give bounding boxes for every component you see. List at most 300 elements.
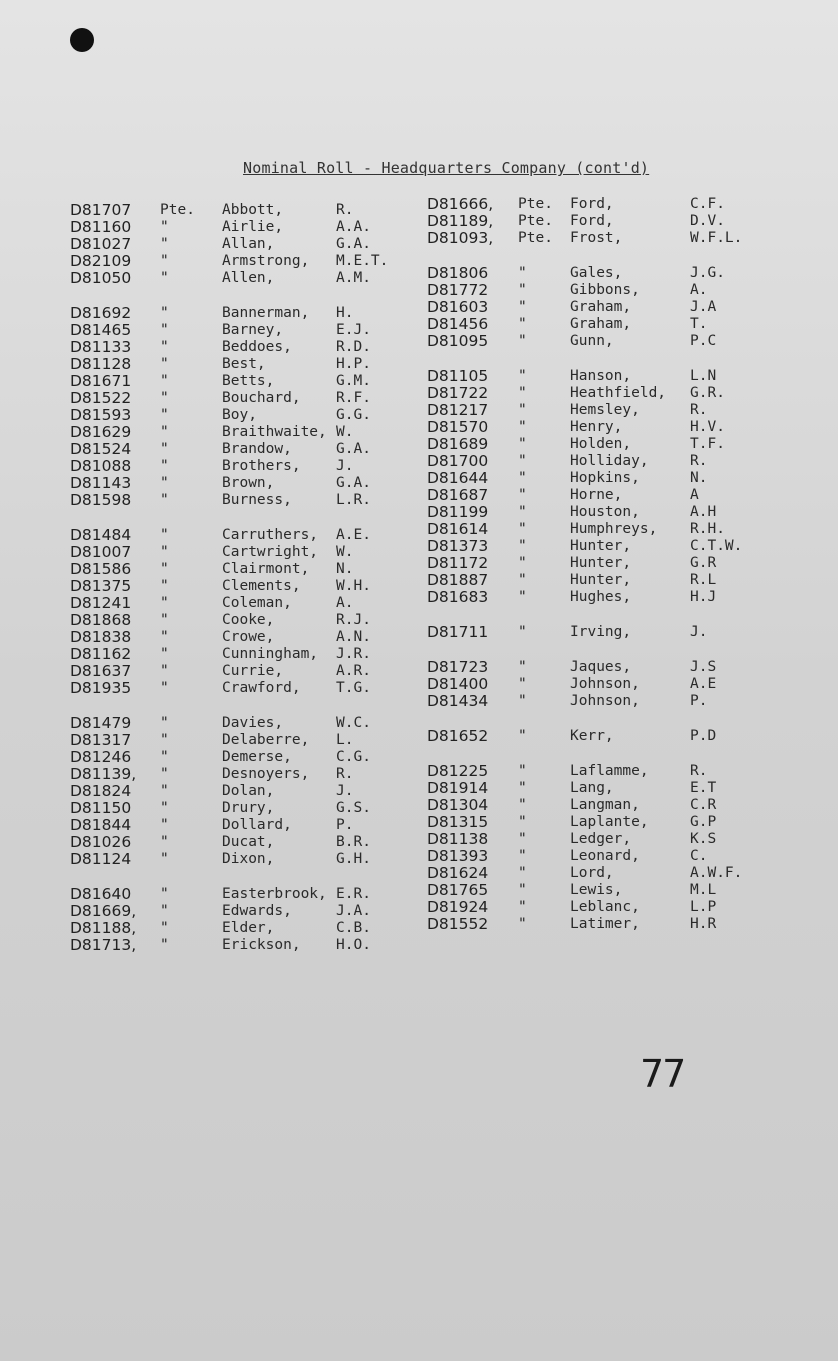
initials: R. [690, 402, 708, 418]
rank: " [518, 624, 527, 640]
rank: " [518, 899, 527, 915]
service-number: D81603 [427, 298, 489, 316]
service-number: D81624 [427, 864, 489, 882]
service-number: D81139, [70, 765, 137, 783]
service-number: D81188, [70, 919, 137, 937]
service-number: D81586 [70, 560, 132, 578]
initials: A.A. [336, 219, 371, 235]
rank: " [518, 504, 527, 520]
service-number: D81246 [70, 748, 132, 766]
surname: Holliday, [570, 453, 649, 469]
rank: " [518, 385, 527, 401]
rank: " [518, 470, 527, 486]
surname: Johnson, [570, 676, 640, 692]
initials: R.J. [336, 612, 371, 628]
surname: Cartwright, [222, 544, 319, 560]
surname: Leonard, [570, 848, 640, 864]
rank: " [160, 886, 169, 902]
initials: A.E. [336, 527, 371, 543]
surname: Frost, [570, 230, 623, 246]
service-number: D81138 [427, 830, 489, 848]
surname: Cooke, [222, 612, 275, 628]
service-number: D81713, [70, 936, 137, 954]
page-title: Nominal Roll - Headquarters Company (cont'd) [243, 159, 650, 177]
rank: " [518, 402, 527, 418]
rank: " [160, 458, 169, 474]
surname: Hunter, [570, 555, 632, 571]
rank: " [518, 831, 527, 847]
service-number: D81373 [427, 537, 489, 555]
service-number: D81711 [427, 623, 489, 641]
rank: " [518, 419, 527, 435]
rank: " [518, 282, 527, 298]
rank: " [160, 356, 169, 372]
rank: " [160, 680, 169, 696]
service-number: D81315 [427, 813, 489, 831]
initials: P. [690, 693, 708, 709]
initials: H.J [690, 589, 717, 605]
service-number: D81637 [70, 662, 132, 680]
surname: Ford, [570, 213, 614, 229]
service-number: D81598 [70, 491, 132, 509]
service-number: D81806 [427, 264, 489, 282]
rank: " [160, 851, 169, 867]
surname: Gibbons, [570, 282, 640, 298]
initials: H.P. [336, 356, 371, 372]
service-number: D81241 [70, 594, 132, 612]
initials: G.R. [690, 385, 725, 401]
service-number: D81689 [427, 435, 489, 453]
rank: " [160, 253, 169, 269]
initials: G.M. [336, 373, 371, 389]
rank: " [160, 424, 169, 440]
rank: " [160, 578, 169, 594]
rank: " [160, 544, 169, 560]
service-number: D81629 [70, 423, 132, 441]
surname: Abbott, [222, 202, 284, 218]
service-number: D81683 [427, 588, 489, 606]
surname: Edwards, [222, 903, 292, 919]
punch-hole [70, 28, 94, 52]
initials: W.C. [336, 715, 371, 731]
surname: Elder, [222, 920, 275, 936]
service-number: D81162 [70, 645, 132, 663]
initials: A [690, 487, 699, 503]
surname: Brandow, [222, 441, 292, 457]
initials: L.P [690, 899, 717, 915]
surname: Bouchard, [222, 390, 301, 406]
initials: J.G. [690, 265, 725, 281]
initials: A. [690, 282, 708, 298]
initials: G.H. [336, 851, 371, 867]
service-number: D81707 [70, 201, 132, 219]
surname: Lord, [570, 865, 614, 881]
surname: Best, [222, 356, 266, 372]
rank: " [518, 368, 527, 384]
rank: " [518, 728, 527, 744]
surname: Clairmont, [222, 561, 310, 577]
rank: " [160, 219, 169, 235]
surname: Holden, [570, 436, 632, 452]
initials: J. [690, 624, 708, 640]
service-number: D81700 [427, 452, 489, 470]
surname: Ledger, [570, 831, 632, 847]
surname: Kerr, [570, 728, 614, 744]
service-number: D81687 [427, 486, 489, 504]
surname: Graham, [570, 316, 632, 332]
surname: Allan, [222, 236, 275, 252]
rank: " [518, 780, 527, 796]
initials: A.N. [336, 629, 371, 645]
surname: Crawford, [222, 680, 301, 696]
service-number: D81124 [70, 850, 132, 868]
initials: R. [336, 202, 354, 218]
service-number: D81914 [427, 779, 489, 797]
initials: A.E [690, 676, 717, 692]
initials: P.D [690, 728, 717, 744]
rank: " [160, 783, 169, 799]
rank: " [160, 441, 169, 457]
surname: Delaberre, [222, 732, 310, 748]
rank: " [518, 676, 527, 692]
service-number: D81105 [427, 367, 489, 385]
initials: W.H. [336, 578, 371, 594]
rank: " [518, 316, 527, 332]
rank: " [160, 920, 169, 936]
initials: E.R. [336, 886, 371, 902]
surname: Davies, [222, 715, 284, 731]
initials: C.F. [690, 196, 725, 212]
rank: " [518, 555, 527, 571]
surname: Lang, [570, 780, 614, 796]
rank: Pte. [160, 202, 195, 218]
rank: " [518, 882, 527, 898]
rank: " [160, 663, 169, 679]
service-number: D81095 [427, 332, 489, 350]
service-number: D81007 [70, 543, 132, 561]
surname: Boy, [222, 407, 257, 423]
surname: Hopkins, [570, 470, 640, 486]
initials: B.R. [336, 834, 371, 850]
initials: G.A. [336, 441, 371, 457]
service-number: D81772 [427, 281, 489, 299]
service-number: D81723 [427, 658, 489, 676]
service-number: D81133 [70, 338, 132, 356]
initials: G.G. [336, 407, 371, 423]
initials: E.J. [336, 322, 371, 338]
surname: Johnson, [570, 693, 640, 709]
surname: Betts, [222, 373, 275, 389]
service-number: D81456 [427, 315, 489, 333]
surname: Airlie, [222, 219, 284, 235]
service-number: D81150 [70, 799, 132, 817]
surname: Armstrong, [222, 253, 310, 269]
service-number: D81434 [427, 692, 489, 710]
rank: Pte. [518, 196, 553, 212]
service-number: D81225 [427, 762, 489, 780]
service-number: D81935 [70, 679, 132, 697]
service-number: D81652 [427, 727, 489, 745]
rank: " [518, 865, 527, 881]
service-number: D81669, [70, 902, 137, 920]
service-number: D81199 [427, 503, 489, 521]
initials: L. [336, 732, 354, 748]
service-number: D81026 [70, 833, 132, 851]
rank: " [160, 629, 169, 645]
initials: E.T [690, 780, 717, 796]
rank: " [160, 270, 169, 286]
service-number: D81465 [70, 321, 132, 339]
surname: Hughes, [570, 589, 632, 605]
initials: R. [690, 453, 708, 469]
rank: " [160, 475, 169, 491]
initials: R.F. [336, 390, 371, 406]
surname: Dolan, [222, 783, 275, 799]
rank: " [160, 800, 169, 816]
surname: Currie, [222, 663, 284, 679]
rank: " [518, 487, 527, 503]
initials: P.C [690, 333, 717, 349]
service-number: D81844 [70, 816, 132, 834]
rank: Pte. [518, 213, 553, 229]
rank: " [518, 797, 527, 813]
service-number: D81027 [70, 235, 132, 253]
service-number: D81393 [427, 847, 489, 865]
service-number: D81304 [427, 796, 489, 814]
initials: R.H. [690, 521, 725, 537]
rank: " [160, 561, 169, 577]
service-number: D81143 [70, 474, 132, 492]
initials: J. [336, 458, 354, 474]
surname: Graham, [570, 299, 632, 315]
initials: C.R [690, 797, 717, 813]
initials: H.O. [336, 937, 371, 953]
surname: Bannerman, [222, 305, 310, 321]
initials: L.R. [336, 492, 371, 508]
initials: N. [690, 470, 708, 486]
rank: " [160, 817, 169, 833]
rank: " [160, 390, 169, 406]
surname: Leblanc, [570, 899, 640, 915]
rank: " [160, 612, 169, 628]
page-number: 77 [640, 1052, 685, 1096]
rank: " [518, 453, 527, 469]
service-number: D81644 [427, 469, 489, 487]
rank: " [518, 848, 527, 864]
rank: " [518, 814, 527, 830]
service-number: D81375 [70, 577, 132, 595]
initials: A.W.F. [690, 865, 743, 881]
surname: Cunningham, [222, 646, 319, 662]
rank: " [160, 937, 169, 953]
rank: " [518, 763, 527, 779]
surname: Dollard, [222, 817, 292, 833]
surname: Desnoyers, [222, 766, 310, 782]
rank: " [518, 693, 527, 709]
surname: Lewis, [570, 882, 623, 898]
initials: H. [336, 305, 354, 321]
service-number: D81050 [70, 269, 132, 287]
surname: Heathfield, [570, 385, 667, 401]
rank: " [160, 732, 169, 748]
initials: J.A. [336, 903, 371, 919]
initials: T.G. [336, 680, 371, 696]
service-number: D81824 [70, 782, 132, 800]
surname: Brothers, [222, 458, 301, 474]
service-number: D81128 [70, 355, 132, 373]
rank: " [518, 265, 527, 281]
service-number: D81093, [427, 229, 494, 247]
surname: Hanson, [570, 368, 632, 384]
service-number: D82109 [70, 252, 132, 270]
service-number: D81666, [427, 195, 494, 213]
rank: " [160, 407, 169, 423]
initials: R.D. [336, 339, 371, 355]
surname: Clements, [222, 578, 301, 594]
initials: J.S [690, 659, 717, 675]
service-number: D81570 [427, 418, 489, 436]
surname: Easterbrook, [222, 886, 327, 902]
rank: " [160, 749, 169, 765]
initials: G.R [690, 555, 717, 571]
initials: M.L [690, 882, 717, 898]
rank: " [518, 436, 527, 452]
rank: " [160, 766, 169, 782]
service-number: D81692 [70, 304, 132, 322]
surname: Irving, [570, 624, 632, 640]
service-number: D81400 [427, 675, 489, 693]
surname: Burness, [222, 492, 292, 508]
service-number: D81160 [70, 218, 132, 236]
surname: Ford, [570, 196, 614, 212]
rank: Pte. [518, 230, 553, 246]
surname: Erickson, [222, 937, 301, 953]
service-number: D81522 [70, 389, 132, 407]
service-number: D81924 [427, 898, 489, 916]
rank: " [160, 834, 169, 850]
initials: A. [336, 595, 354, 611]
surname: Coleman, [222, 595, 292, 611]
initials: J.R. [336, 646, 371, 662]
service-number: D81172 [427, 554, 489, 572]
rank: " [160, 373, 169, 389]
surname: Carruthers, [222, 527, 319, 543]
surname: Houston, [570, 504, 640, 520]
service-number: D81217 [427, 401, 489, 419]
surname: Humphreys, [570, 521, 658, 537]
initials: C.G. [336, 749, 371, 765]
service-number: D81479 [70, 714, 132, 732]
rank: " [160, 305, 169, 321]
service-number: D81088 [70, 457, 132, 475]
surname: Jaques, [570, 659, 632, 675]
initials: L.N [690, 368, 717, 384]
initials: R.L [690, 572, 717, 588]
rank: " [160, 236, 169, 252]
initials: A.H [690, 504, 717, 520]
surname: Barney, [222, 322, 284, 338]
surname: Gales, [570, 265, 623, 281]
service-number: D81593 [70, 406, 132, 424]
rank: " [160, 527, 169, 543]
rank: " [160, 492, 169, 508]
initials: P. [336, 817, 354, 833]
initials: H.R [690, 916, 717, 932]
rank: " [160, 903, 169, 919]
rank: " [518, 659, 527, 675]
rank: " [518, 521, 527, 537]
initials: C.B. [336, 920, 371, 936]
surname: Brown, [222, 475, 275, 491]
rank: " [160, 595, 169, 611]
surname: Dixon, [222, 851, 275, 867]
initials: J.A [690, 299, 717, 315]
rank: " [160, 339, 169, 355]
surname: Ducat, [222, 834, 275, 850]
initials: R. [690, 763, 708, 779]
rank: " [518, 589, 527, 605]
initials: G.A. [336, 475, 371, 491]
initials: M.E.T. [336, 253, 389, 269]
surname: Hemsley, [570, 402, 640, 418]
service-number: D81524 [70, 440, 132, 458]
surname: Allen, [222, 270, 275, 286]
initials: D.V. [690, 213, 725, 229]
surname: Beddoes, [222, 339, 292, 355]
initials: G.S. [336, 800, 371, 816]
rank: " [518, 916, 527, 932]
surname: Latimer, [570, 916, 640, 932]
initials: W.F.L. [690, 230, 743, 246]
surname: Laflamme, [570, 763, 649, 779]
initials: J. [336, 783, 354, 799]
service-number: D81317 [70, 731, 132, 749]
service-number: D81640 [70, 885, 132, 903]
initials: C. [690, 848, 708, 864]
service-number: D81552 [427, 915, 489, 933]
rank: " [518, 572, 527, 588]
initials: H.V. [690, 419, 725, 435]
surname: Laplante, [570, 814, 649, 830]
service-number: D81765 [427, 881, 489, 899]
initials: W. [336, 544, 354, 560]
surname: Gunn, [570, 333, 614, 349]
rank: " [160, 322, 169, 338]
initials: K.S [690, 831, 717, 847]
initials: G.A. [336, 236, 371, 252]
initials: A.M. [336, 270, 371, 286]
initials: T.F. [690, 436, 725, 452]
rank: " [518, 333, 527, 349]
service-number: D81614 [427, 520, 489, 538]
rank: " [518, 538, 527, 554]
service-number: D81722 [427, 384, 489, 402]
initials: W. [336, 424, 354, 440]
surname: Horne, [570, 487, 623, 503]
service-number: D81189, [427, 212, 494, 230]
service-number: D81838 [70, 628, 132, 646]
surname: Langman, [570, 797, 640, 813]
rank: " [518, 299, 527, 315]
initials: G.P [690, 814, 717, 830]
rank: " [160, 646, 169, 662]
initials: A.R. [336, 663, 371, 679]
surname: Braithwaite, [222, 424, 327, 440]
surname: Demerse, [222, 749, 292, 765]
surname: Henry, [570, 419, 623, 435]
surname: Hunter, [570, 572, 632, 588]
initials: N. [336, 561, 354, 577]
